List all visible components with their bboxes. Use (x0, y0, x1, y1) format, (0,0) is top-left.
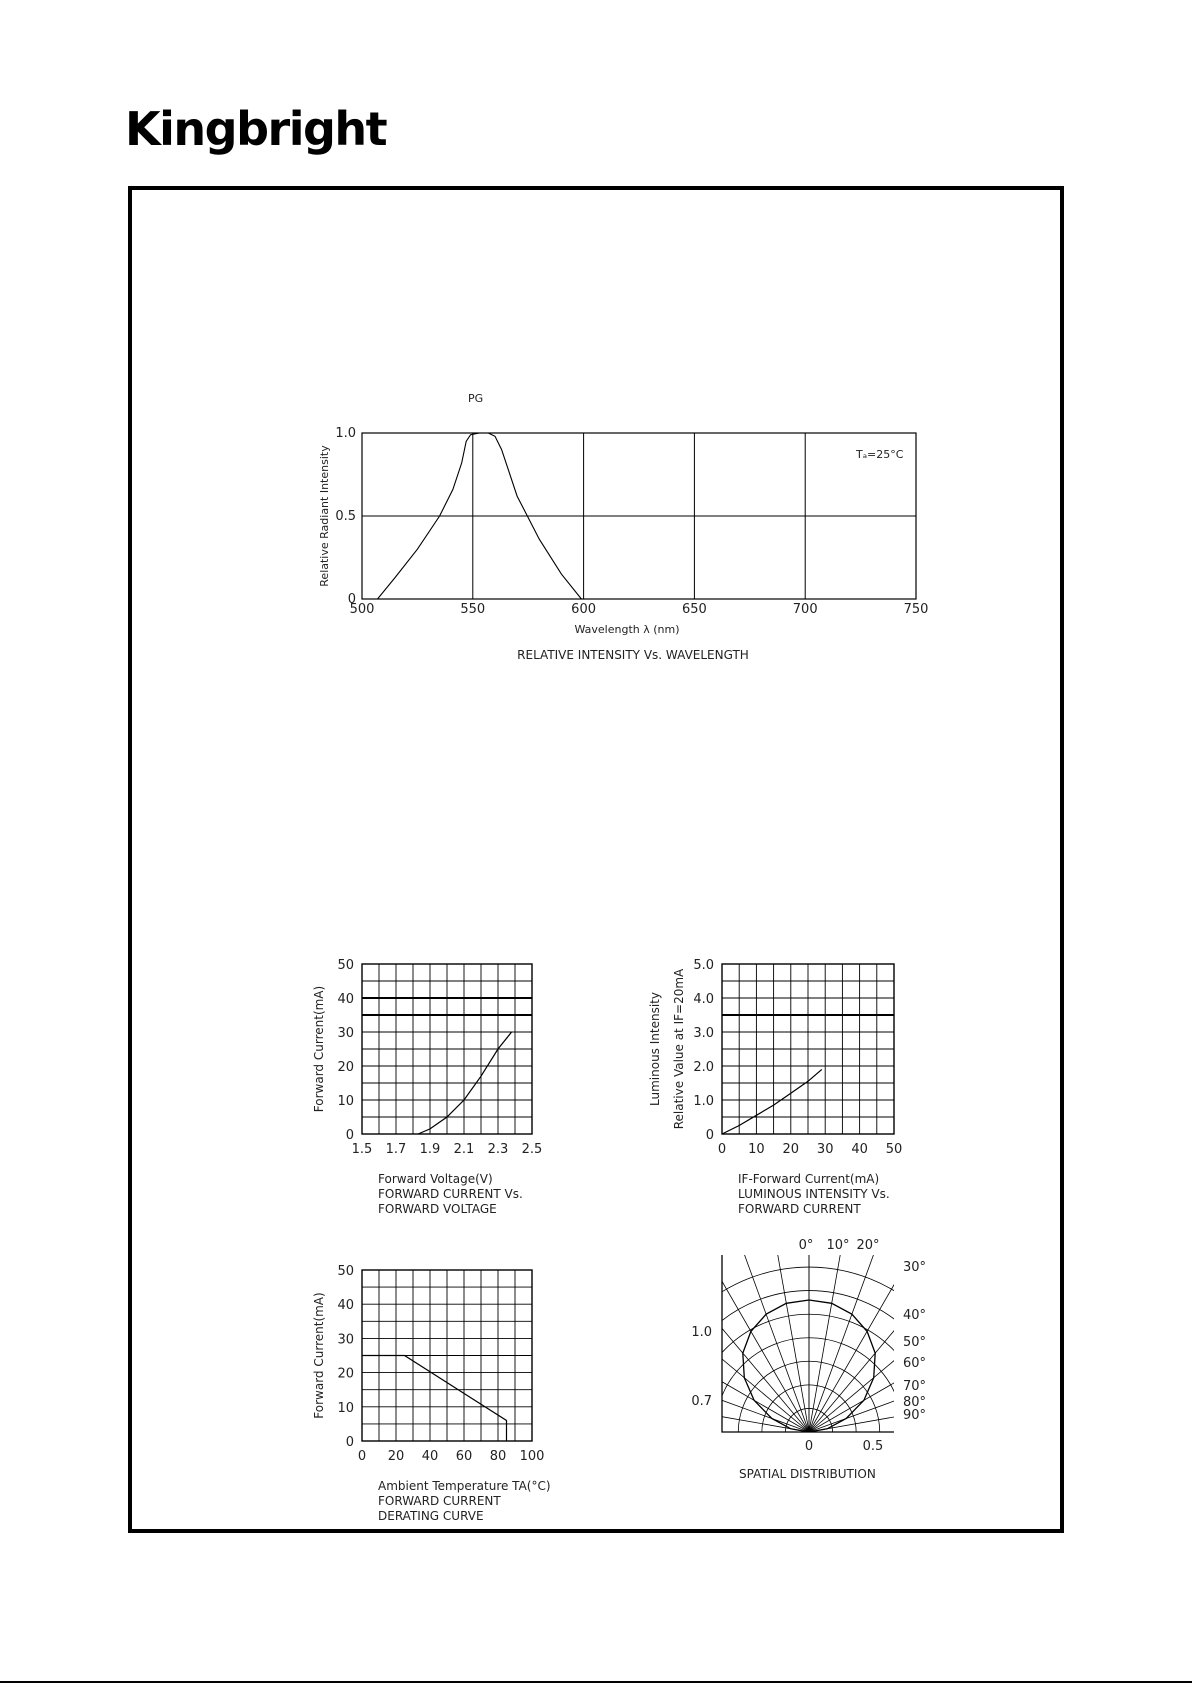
spectrum-x-tick-label: 550 (460, 602, 486, 617)
spectrum-x-tick-label: 700 (792, 602, 818, 617)
derating-x-tick-label: 40 (421, 1449, 439, 1464)
iv-y-tick-label: 10 (337, 1094, 354, 1109)
derating-caption-line: DERATING CURVE (378, 1509, 484, 1523)
lumi-caption-line: LUMINOUS INTENSITY Vs. (738, 1187, 890, 1201)
derating-y-tick-label: 20 (337, 1366, 354, 1382)
derating-y-tick-label: 10 (337, 1400, 354, 1416)
spatial-pattern-curve (809, 1300, 875, 1432)
spatial-bottom-label: 0.5 (862, 1439, 884, 1454)
spectrum-x-tick-label: 650 (681, 602, 707, 617)
iv-y-tick-label: 20 (337, 1060, 354, 1075)
spectrum-series-label: PG (468, 392, 484, 405)
spatial-angle-label: 80° (903, 1395, 927, 1410)
derating-x-tick-label: 60 (455, 1449, 473, 1464)
lumi-x-tick-label: 10 (748, 1142, 765, 1157)
lumi-y-tick-label: 5.0 (693, 958, 714, 973)
derating-caption-line: FORWARD CURRENT (378, 1494, 501, 1508)
lumi-y-axis-label: Luminous Intensity (648, 992, 662, 1106)
iv-x-tick-label: 2.1 (453, 1142, 475, 1157)
spatial-radius-label: 0.7 (691, 1394, 712, 1409)
spatial-bottom-label: 0 (804, 1439, 814, 1454)
derating-y-tick-label: 0 (345, 1435, 354, 1450)
spatial-angle-ray (592, 1353, 809, 1432)
spatial-axes (722, 1255, 894, 1432)
iv-y-tick-label: 40 (337, 992, 354, 1007)
iv-x-tick-label: 2.5 (521, 1142, 543, 1157)
spectrum-temperature-note: Tₐ=25°C (856, 448, 904, 461)
derating-y-tick-label: 30 (337, 1332, 354, 1348)
derating-x-tick-label: 20 (387, 1449, 405, 1464)
spectrum-x-axis-label: Wavelength λ (nm) (574, 623, 680, 636)
derating-y-tick-label: 50 (337, 1264, 354, 1279)
iv-x-tick-label: 2.3 (487, 1142, 509, 1157)
iv-y-tick-label: 30 (337, 1026, 354, 1041)
spatial-plot-group (578, 1201, 1040, 1432)
spatial-angle-label: 10° (826, 1238, 850, 1253)
spatial-angle-label: 50° (903, 1335, 927, 1350)
spatial-angle-label: 70° (903, 1379, 927, 1394)
brand-logo: Kingbright (125, 102, 387, 156)
lumi-x-tick-label: 50 (885, 1142, 903, 1157)
spatial-title: SPATIAL DISTRIBUTION (739, 1467, 876, 1481)
spatial-angle-label: 20° (856, 1238, 880, 1253)
derating-x-tick-label: 100 (519, 1449, 545, 1464)
spectrum-x-tick-label: 600 (571, 602, 597, 617)
lumi-data-line (722, 1069, 822, 1134)
derating-caption-line: Ambient Temperature TA(°C) (378, 1479, 551, 1493)
lumi-y-axis-label: Relative Value at IF=20mA (672, 968, 686, 1130)
iv-y-tick-label: 0 (345, 1128, 354, 1143)
lumi-x-tick-label: 20 (782, 1142, 800, 1157)
lumi-x-tick-label: 30 (816, 1142, 834, 1157)
derating-x-tick-label: 80 (489, 1449, 507, 1464)
derating-data-line (362, 1356, 507, 1442)
derating-y-axis-label: Forward Current(mA) (312, 1292, 326, 1419)
iv-caption-line: FORWARD VOLTAGE (378, 1202, 497, 1216)
iv-x-tick-label: 1.5 (351, 1142, 373, 1157)
spatial-angle-label: 30° (903, 1260, 927, 1275)
spectrum-x-tick-label: 500 (349, 602, 375, 617)
spatial-angle-ray (730, 1215, 809, 1432)
lumi-caption-line: IF-Forward Current(mA) (738, 1172, 880, 1186)
lumi-y-tick-label: 0 (705, 1128, 714, 1143)
iv-y-tick-label: 50 (337, 958, 354, 973)
lumi-y-tick-label: 3.0 (693, 1026, 714, 1041)
spectrum-y-tick-label: 1.0 (335, 426, 356, 441)
iv-caption-line: Forward Voltage(V) (378, 1172, 493, 1186)
spectrum-y-tick-label: 0.5 (335, 509, 356, 524)
derating-y-tick-label: 40 (337, 1298, 354, 1314)
spatial-angle-label: 0° (798, 1238, 814, 1253)
iv-caption-line: FORWARD CURRENT Vs. (378, 1187, 523, 1201)
spectrum-title: RELATIVE INTENSITY Vs. WAVELENGTH (517, 648, 749, 662)
spatial-radius-label: 1.0 (691, 1325, 712, 1340)
lumi-caption-line: FORWARD CURRENT (738, 1202, 861, 1216)
lumi-x-tick-label: 40 (851, 1142, 868, 1157)
iv-y-axis-label: Forward Current(mA) (312, 985, 326, 1113)
spatial-angle-label: 40° (903, 1308, 927, 1323)
iv-x-tick-label: 1.9 (419, 1142, 441, 1157)
spatial-angle-label: 90° (903, 1408, 927, 1423)
spectrum-x-tick-label: 750 (903, 602, 929, 617)
derating-x-tick-label: 0 (357, 1449, 367, 1464)
lumi-y-tick-label: 4.0 (693, 992, 714, 1007)
spectrum-y-tick-label: 0 (347, 592, 356, 607)
lumi-x-tick-label: 0 (717, 1142, 727, 1157)
spatial-pattern-curve (743, 1300, 809, 1432)
spectrum-y-axis-label: Relative Radiant Intensity (318, 445, 331, 587)
spatial-angle-label: 60° (903, 1356, 927, 1371)
spatial-grid-group (578, 1201, 1040, 1432)
spatial-angle-ray (809, 1255, 957, 1432)
spatial-angle-ray (661, 1255, 809, 1432)
iv-x-tick-label: 1.7 (385, 1142, 407, 1157)
lumi-y-tick-label: 2.0 (693, 1060, 714, 1075)
lumi-y-tick-label: 1.0 (693, 1094, 714, 1109)
